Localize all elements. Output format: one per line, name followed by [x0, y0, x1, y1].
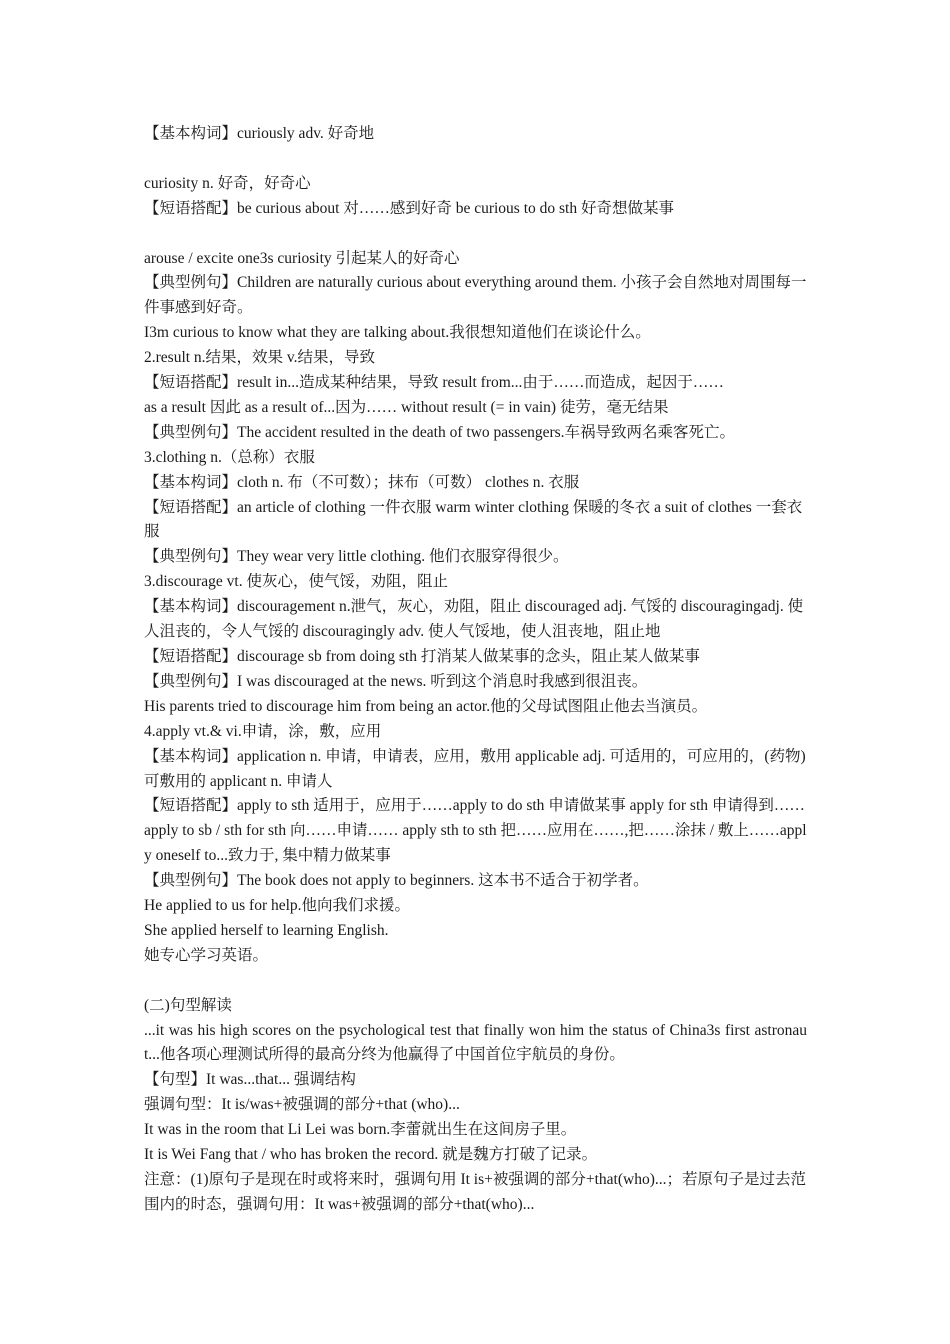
text-line: 【典型例句】The accident resulted in the death of two passengers.车祸导致两名乘客死亡。	[144, 423, 736, 441]
text-line: 【短语搭配】discourage sb from doing sth 打消某人做某事的念头，阻止某人做某事	[144, 648, 700, 665]
text-line: 4.apply vt.& vi.申请，涂，敷，应用	[144, 722, 382, 740]
text-line: 3.clothing n.（总称）衣服	[144, 448, 315, 466]
text-line: 【基本构词】cloth n. 布（不可数）；抹布（可数） clothes n. 衣服	[144, 473, 580, 491]
blank-line	[144, 147, 807, 172]
text-line: 【短语搭配】result in...造成某种结果，导致 result from...由于……而造成，起因于……	[144, 374, 724, 392]
text-line: 她专心学习英语。	[144, 946, 269, 964]
text-line: It was in the room that Li Lei was born.李蕾就出生在这间房子里。	[144, 1121, 577, 1139]
text-line: 2.result n.结果，效果 v.结果，导致	[144, 349, 376, 367]
text-line: 3.discourage vt. 使灰心，使气馁，劝阻，阻止	[144, 573, 448, 591]
text-line: 【典型例句】I was discouraged at the news. 听到这个消息时我感到很沮丧。	[144, 672, 648, 690]
text-line: 【典型例句】They wear very little clothing. 他们衣服穿得很少。	[144, 548, 569, 566]
text-line: 【短语搭配】be curious about 对……感到好奇 be curious to do sth 好奇想做某事	[144, 199, 674, 217]
text-line: ...it was his high scores on the psychological test that finally won him the status of China3s first astronaut...他各项心理测试所得的最高分终为他赢得了中国首位宇航员的身份。	[144, 1021, 807, 1064]
text-line: His parents tried to discourage him from being an actor.他的父母试图阻止他去当演员。	[144, 697, 708, 715]
text-line: as a result 因此 as a result of...因为…… without result (= in vain) 徒劳，毫无结果	[144, 398, 669, 416]
text-line: 【基本构词】application n. 申请，申请表，应用，敷用 applicable adj. 可适用的，可应用的，(药物)可敷用的 applicant n. 申请人	[144, 747, 806, 790]
text-line: curiosity n. 好奇，好奇心	[144, 174, 311, 192]
blank-line	[144, 969, 807, 994]
text-line: 强调句型：It is/was+被强调的部分+that (who)...	[144, 1096, 460, 1114]
document-body	[144, 122, 807, 1218]
text-line: 【基本构词】curiously adv. 好奇地	[144, 125, 375, 142]
text-line: (二)句型解读	[144, 996, 232, 1014]
text-line: She applied herself to learning English.	[144, 921, 389, 939]
text-line: He applied to us for help.他向我们求援。	[144, 897, 411, 915]
text-line: 注意：(1)原句子是现在时或将来时，强调句用 It is+被强调的部分+that(who)...；若原句子是过去范围内的时态，强调句用：It was+被强调的部分+that(who)...	[144, 1171, 806, 1213]
text-line: arouse / excite one3s curiosity 引起某人的好奇心	[144, 249, 460, 267]
text-line: 【典型例句】Children are naturally curious about everything around them. 小孩子会自然地对周围每一件事感到好奇。	[144, 274, 807, 317]
text-line: 【基本构词】discouragement n.泄气，灰心，劝阻，阻止 discouraged adj. 气馁的 discouragingadj. 使人沮丧的，令人气馁的 discouragingly adv. 使人气馁地，使人沮丧地，阻止地	[144, 598, 804, 641]
text-line: 【短语搭配】apply to sth 适用于，应用于……apply to do sth 申请做某事 apply for sth 申请得到……apply to sb / sth for sth 向……申请…… apply sth to sth 把……应用在……,把……涂抹 / 敷上……apply oneself to...致力于, 集中精力做某事	[144, 797, 807, 865]
text-line: I3m curious to know what they are talking about.我很想知道他们在谈论什么。	[144, 324, 651, 342]
text-line: 【典型例句】The book does not apply to beginners. 这本书不适合于初学者。	[144, 872, 649, 890]
text-line: It is Wei Fang that / who has broken the record. 就是魏方打破了记录。	[144, 1146, 598, 1164]
text-line: 【短语搭配】an article of clothing 一件衣服 warm winter clothing 保暖的冬衣 a suit of clothes 一套衣服	[144, 498, 803, 541]
blank-line	[144, 222, 807, 247]
text-line: 【句型】It was...that... 强调结构	[144, 1071, 356, 1089]
